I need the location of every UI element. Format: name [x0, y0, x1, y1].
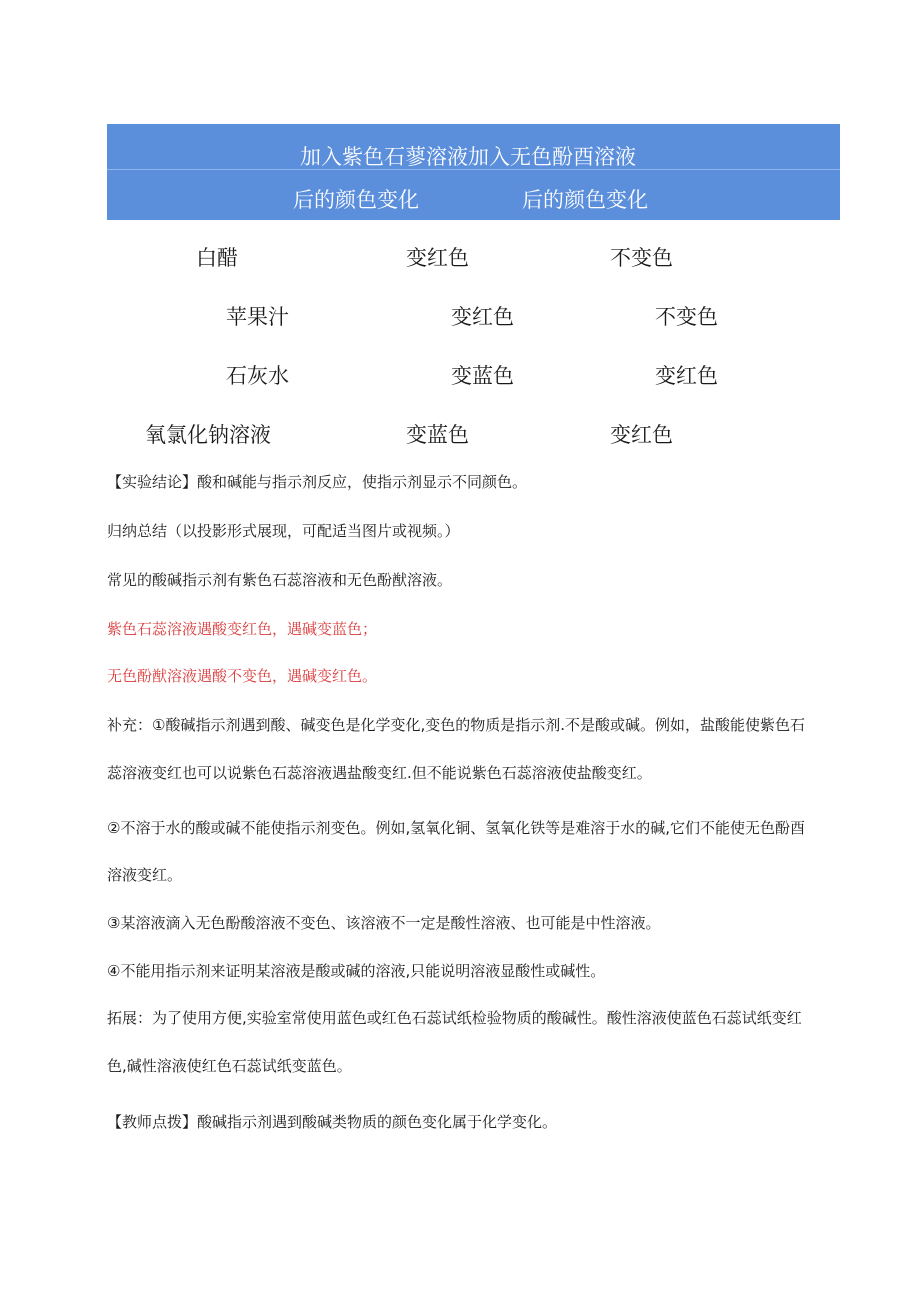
row-4-substance: 氧氯化钠溶液	[145, 423, 271, 447]
common-indicators: 常见的酸碱指示剂有紫色石蕊溶液和无色酚猷溶液。	[107, 571, 453, 589]
row-3-litmus: 变蓝色	[451, 364, 514, 388]
row-4-litmus: 变蓝色	[406, 423, 469, 447]
table-header	[107, 124, 840, 220]
row-1-substance: 白醋	[196, 246, 238, 270]
phenolphthalein-rule: 无色酚猷溶液遇酸不变色，遇碱变红色。	[107, 667, 378, 685]
row-2-substance: 苹果汁	[226, 305, 289, 329]
header-phenol-col: 后的颜色变化	[522, 188, 648, 212]
extension-line-1: 拓展：为了使用方便,实验室常使用蓝色或红色石蕊试纸检验物质的酸碱性。酸性溶液使蓝色石蕊试纸变红	[107, 1009, 802, 1027]
row-3-substance: 石灰水	[226, 364, 289, 388]
row-1-phenol: 不变色	[610, 246, 673, 270]
header-line-1: 加入紫色石蓼溶液加入无色酚酉溶液	[300, 145, 636, 169]
row-3-phenol: 变红色	[655, 364, 718, 388]
litmus-rule: 紫色石蕊溶液遇酸变红色，遇碱变蓝色；	[107, 620, 378, 638]
supplement-3: ③某溶液滴入无色酚酸溶液不变色、该溶液不一定是酸性溶液、也可能是中性溶液。	[107, 914, 661, 932]
extension-line-2: 色,碱性溶液使红色石蕊试纸变蓝色。	[107, 1057, 352, 1075]
row-2-phenol: 不变色	[655, 305, 718, 329]
experiment-conclusion: 【实验结论】酸和碱能与指示剂反应，使指示剂显示不同颜色。	[107, 473, 528, 491]
teacher-tip: 【教师点拨】酸碱指示剂遇到酸碱类物质的颜色变化属于化学变化。	[107, 1113, 558, 1131]
row-4-phenol: 变红色	[610, 423, 673, 447]
supplement-2-line-1: ②不溶于水的酸或碱不能使指示剂变色。例如,氢氧化铜、氢氧化铁等是难溶于水的碱,它们不能使无色酚酉	[107, 819, 805, 837]
row-2-litmus: 变红色	[451, 305, 514, 329]
header-litmus-col: 后的颜色变化	[293, 188, 419, 212]
row-1-litmus: 变红色	[406, 246, 469, 270]
supplement-4: ④不能用指示剂来证明某溶液是酸或碱的溶液,只能说明溶液显酸性或碱性。	[107, 962, 606, 980]
supplement-2-line-2: 溶液变红。	[107, 866, 183, 884]
supplement-1-line-2: 蕊溶液变红也可以说紫色石蕊溶液遇盐酸变红.但不能说紫色石蕊溶液使盐酸变红。	[107, 764, 652, 782]
supplement-1-line-1: 补充：①酸碱指示剂遇到酸、碱变色是化学变化,变色的物质是指示剂.不是酸或碱。例如，盐酸能使紫色石	[107, 716, 805, 734]
summary-line: 归纳总结（以投影形式展现，可配适当图片或视频。）	[107, 522, 460, 540]
